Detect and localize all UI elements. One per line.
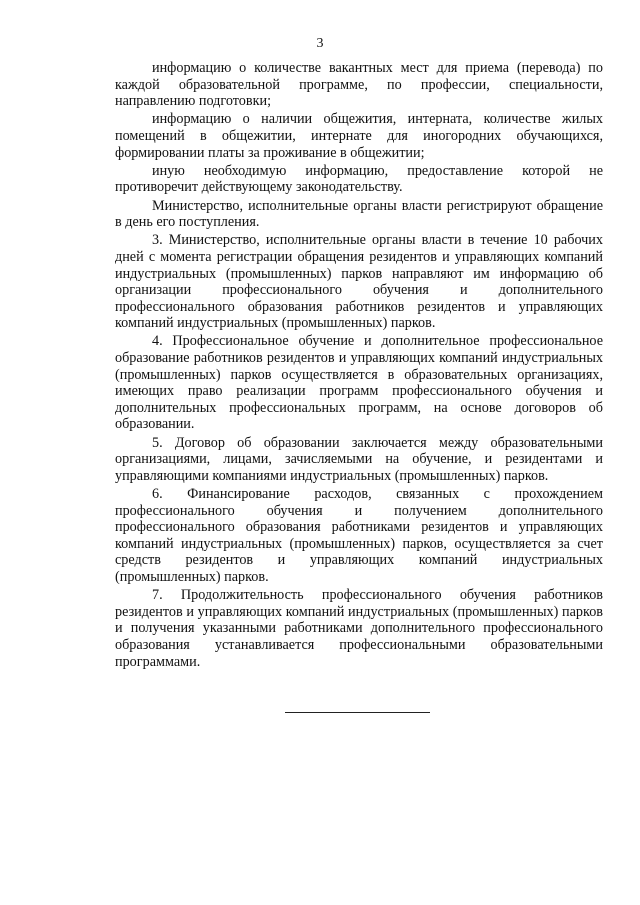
paragraph-item-3: 3. Министерство, исполнительные органы власти в течение 10 рабочих дней с момента регистрации обращения резидентов и управляющих компаний индустриальных (промышленных) парков направляют им информацию об организации профессионального обучения и дополнительного профессионального образования работников резидентов и управляющих компаний индустриальных (промышленных) парков. xyxy=(115,232,603,332)
paragraph-item-6: 6. Финансирование расходов, связанных с прохождением профессионального обучения и получением дополнительного профессионального образования работниками резидентов и управляющих компаний индустриальных (промышленных) парков, осуществляется за счет средств резидентов и управляющих компаний индустриальных (промышленных) парков. xyxy=(115,486,603,585)
paragraph-dormitory-info: информацию о наличии общежития, интерната, количестве жилых помещений в общежитии, интернате для иногородних обучающихся, формировании платы за проживание в общежитии; xyxy=(115,111,603,161)
paragraph-item-4: 4. Профессиональное обучение и дополнительное профессиональное образование работников резидентов и управляющих компаний индустриальных (промышленных) парков осуществляется в образовательных организациях, имеющих право реализации программ профессионального обучения и дополнительных профессиональных программ, на основе договоров об образовании. xyxy=(115,333,603,433)
end-separator-line xyxy=(285,712,430,713)
paragraph-other-info: иную необходимую информацию, предоставление которой не противоречит действующему законодательству. xyxy=(115,162,603,196)
paragraph-item-5: 5. Договор об образовании заключается между образовательными организациями, лицами, зачисляемыми на обучение, и резидентами и управляющими компаниями индустриальных (промышленных) парков. xyxy=(115,434,603,484)
document-body xyxy=(115,60,603,672)
page-number: 3 xyxy=(316,36,324,51)
paragraph-registration: Министерство, исполнительные органы власти регистрируют обращение в день его поступления. xyxy=(115,197,603,231)
paragraph-item-7: 7. Продолжительность профессионального обучения работников резидентов и управляющих компаний индустриальных (промышленных) парков и получения указанными работниками дополнительного профессионального образования устанавливается профессиональными образовательными программами. xyxy=(115,587,603,670)
paragraph-vacancies-info: информацию о количестве вакантных мест для приема (перевода) по каждой образовательной программе, по профессии, специальности, направлению подготовки; xyxy=(115,60,603,110)
